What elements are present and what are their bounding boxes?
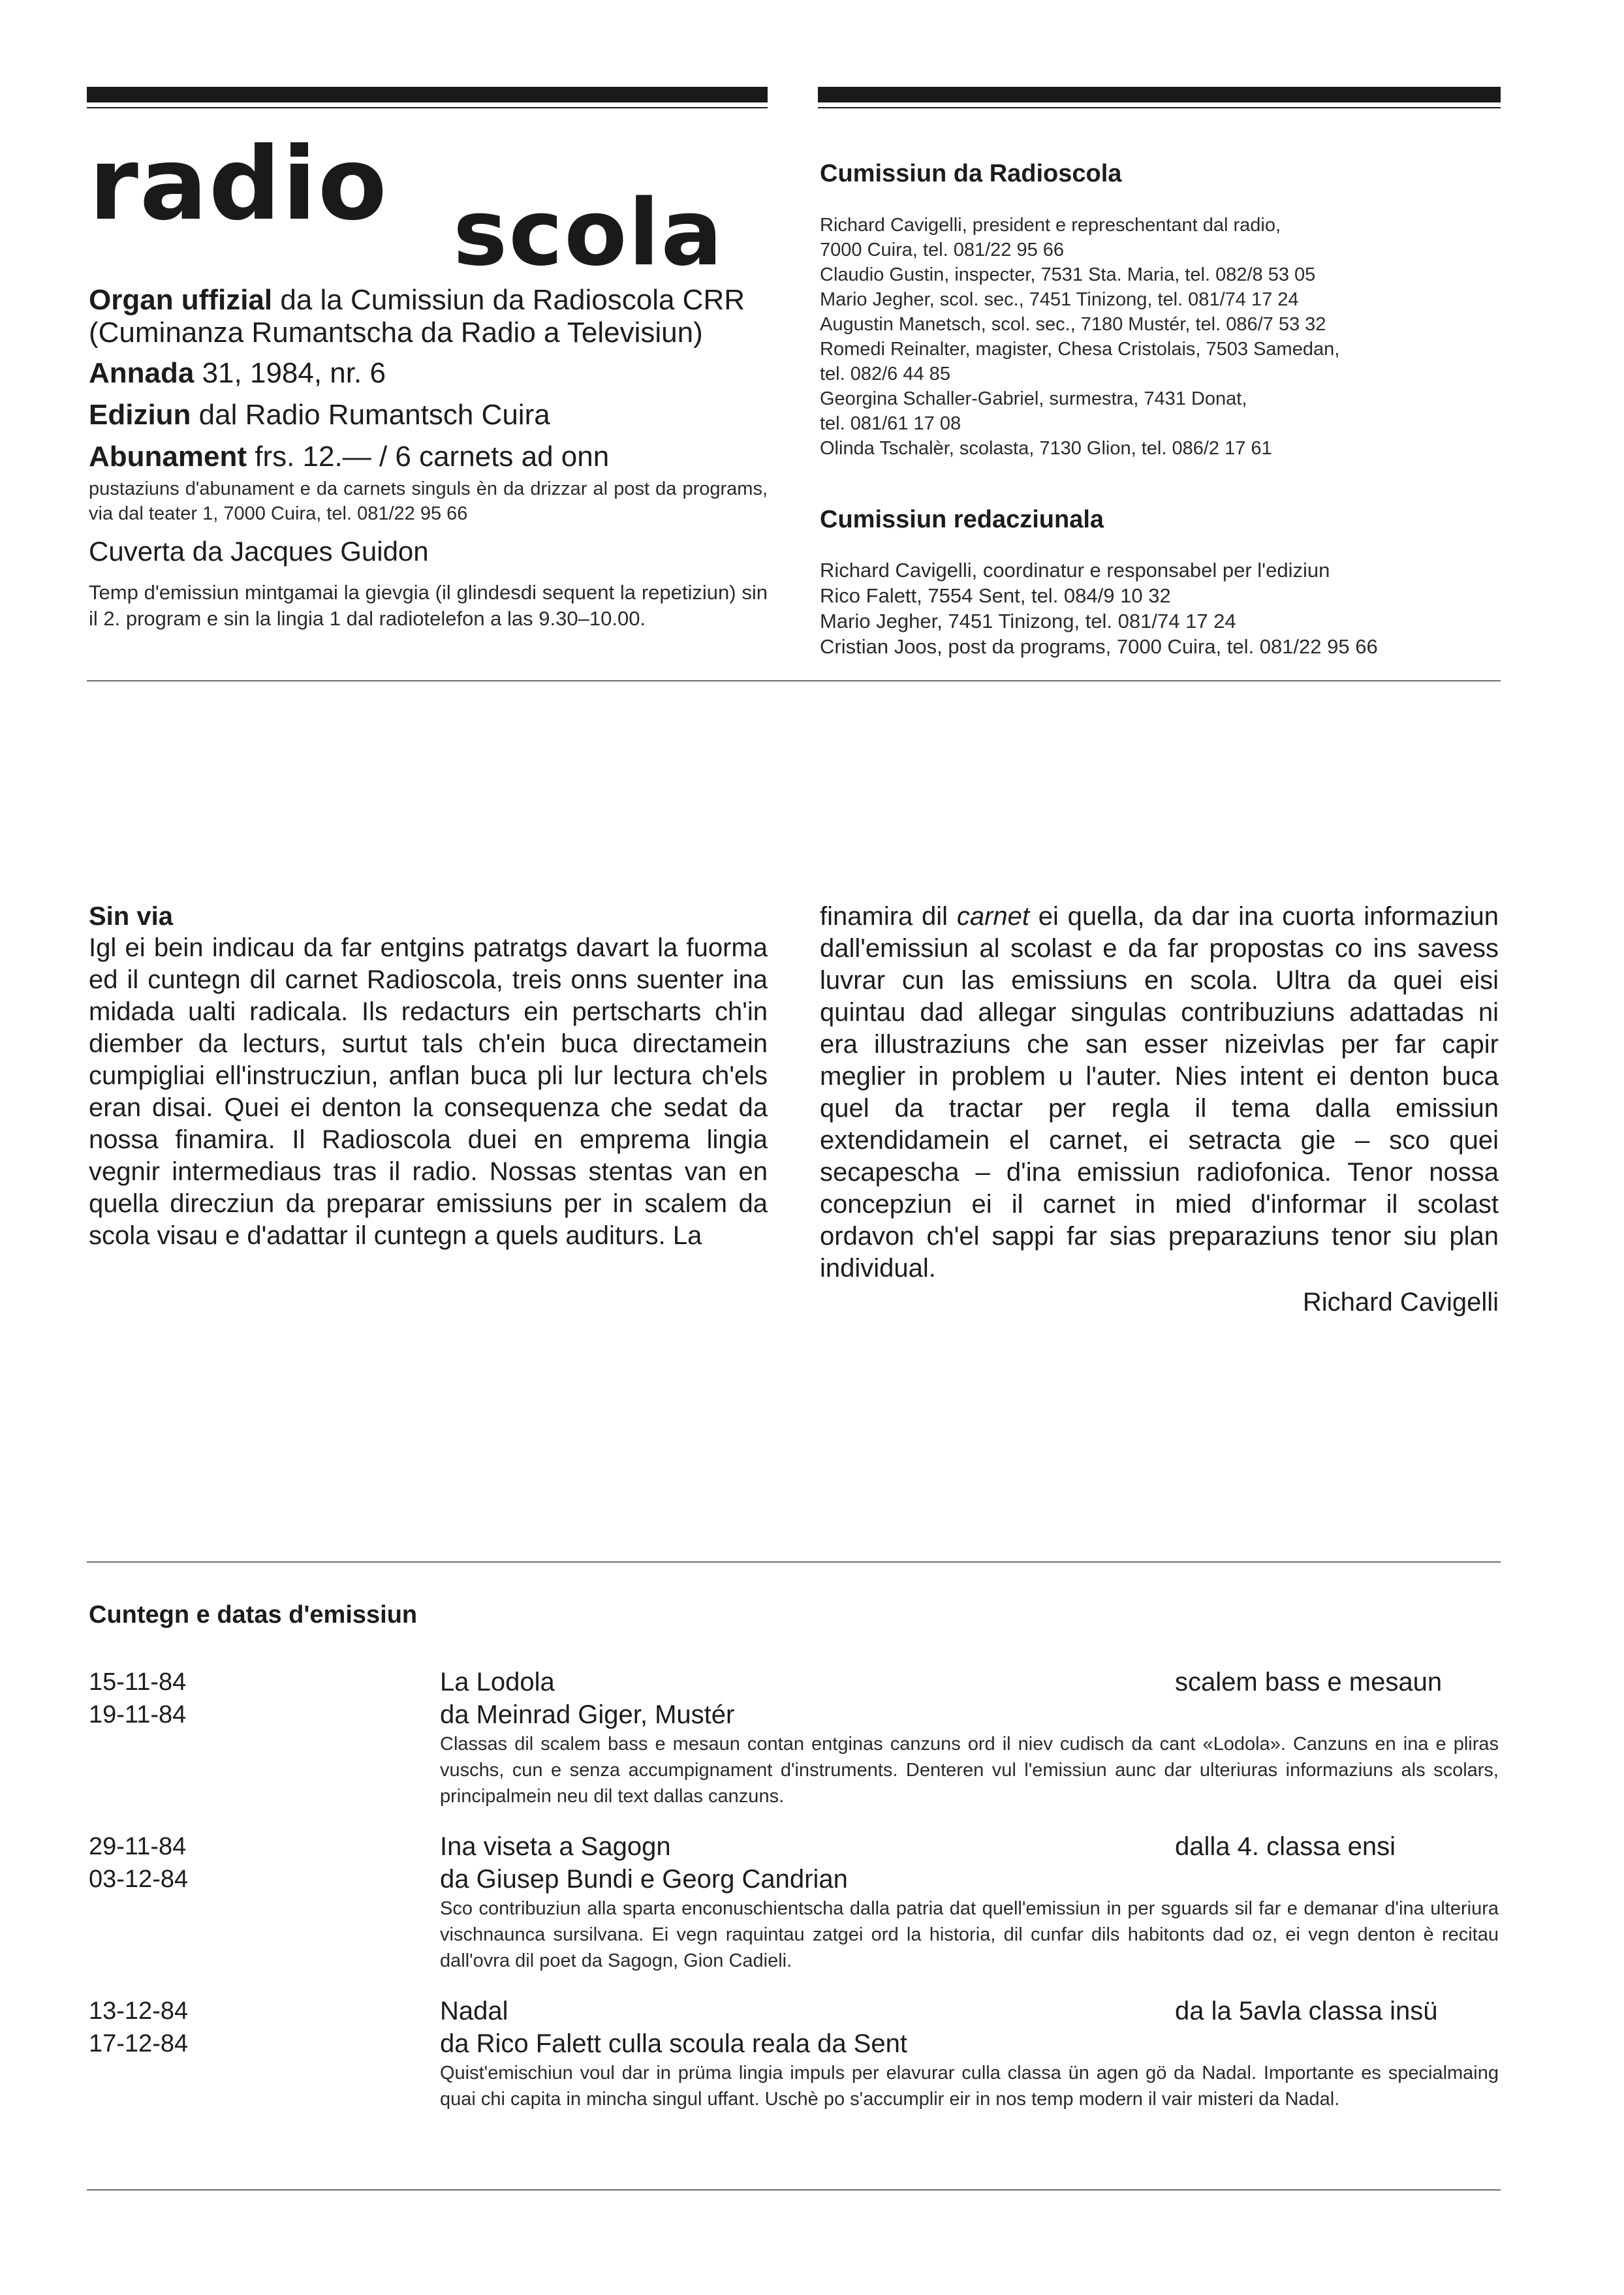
schedule-divider-top <box>87 1561 1501 1563</box>
cuverta-line: Cuverta da Jacques Guidon <box>89 536 429 567</box>
schedule-desc-3: Quist'emischiun voul dar in prüma lingia impuls per elavurar culla classa ün agen gö da Nadal. Importante es specialmaing quai chi capita in mincha singul uffant. Uschè po s'accumplir eir in nos temp modern il vair misteri da Nadal. <box>440 2063 1499 2110</box>
schedule-desc-2: Sco contribuziun alla sparta enconuschientscha dalla patria dat quell'emissiun in per sguards sil far e demanar d'ina ulteriura vischnaunca sursilvana. Ei vegn raquintau zatgei ord la historia, dil cunfar dils habitonts dad oz, ei vegn denton è recitau dall'ovra dil poet da Sagogn, Gion Cadieli. <box>440 1898 1499 1971</box>
article-author: Richard Cavigelli <box>1302 1288 1499 1317</box>
annada-text: 31, 1984, nr. 6 <box>194 357 386 389</box>
commission-member: Mario Jegher, scol. sec., 7451 Tinizong, tel. 081/74 17 24 <box>820 289 1299 310</box>
schedule-level-2: dalla 4. classa ensi <box>1175 1832 1396 1861</box>
ediziun-label: Ediziun <box>89 399 191 431</box>
top-bar-right-thin <box>818 107 1501 108</box>
ediziun-text: dal Radio Rumantsch Cuira <box>191 399 550 431</box>
schedule-desc-1: Classas dil scalem bass e mesaun contan entginas canzuns ord il niev cudisch da cant «Lodola». Canzuns en ina e pliras vuschs, cun e senza accumpignament d'instruments. Denteren vul l'emissiun aunc dar ulteriuras informaziuns als scolars, principalmein neu dil text dallas canzuns. <box>440 1734 1499 1807</box>
redaction-member: Richard Cavigelli, coordinatur e responsabel per l'ediziun <box>820 559 1330 582</box>
abunament-text: frs. 12.— / 6 carnets ad onn <box>247 441 610 473</box>
schedule-date-1b: 19-11-84 <box>89 1701 187 1728</box>
annada-label: Annada <box>89 357 195 389</box>
commission-member: tel. 082/6 44 85 <box>820 364 950 384</box>
temp-note: Temp d'emissiun mintgamai la gievgia (il glindesdi sequent la repetiziun) sin il 2. program e sin la lingia 1 dal radiotelefon a las 9.30–10.00. <box>89 581 768 630</box>
schedule-author-2: da Giusep Bundi e Georg Candrian <box>440 1865 848 1894</box>
article-right-text-em: carnet <box>956 902 1029 931</box>
top-bar-left-thin <box>87 107 768 108</box>
schedule-date-2b: 03-12-84 <box>89 1866 189 1893</box>
redaction-member: Cristian Joos, post da programs, 7000 Cuira, tel. 081/22 95 66 <box>820 635 1378 658</box>
commission-member: Claudio Gustin, inspecter, 7531 Sta. Maria, tel. 082/8 53 05 <box>820 264 1316 285</box>
schedule-level-1: scalem bass e mesaun <box>1175 1668 1443 1696</box>
article-left-column: Igl ei bein indicau da far entgins patratgs davart la fuorma ed il cuntegn dil carnet Radioscola, treis onns suenter ina midada ualti radicala. Ils redacturs ein pertscharts ch'in diember da lecturs, surtut tals ch'ein buca directamein cumpigliai ell'instrucziun, anflan buca pli lur lectura ch'els eran disai. Quei ei denton la consequenza che sedat da nossa finamira. Il Radioscola duei en emprema lingia vegnir intermediaus tras il radio. Nossas stentas van en quella direcziun da preparar emissiuns per in scalem da scola visau e d'adattar il cuntegn a quels auditurs. La <box>89 933 768 1250</box>
abunament-line <box>89 439 609 475</box>
article-right-text-pre: finamira dil <box>820 902 957 931</box>
article-right-column <box>820 901 1499 1285</box>
schedule-date-1a: 15-11-84 <box>89 1668 187 1696</box>
top-bar-right <box>818 87 1501 102</box>
commission-member: Romedi Reinalter, magister, Chesa Cristolais, 7503 Samedan, <box>820 339 1340 360</box>
annada-line <box>89 355 386 392</box>
organ-line-2: (Cuminanza Rumantscha da Radio a Televisiun) <box>89 317 703 349</box>
commission-member: Olinda Tschalèr, scolasta, 7130 Glion, tel. 086/2 17 61 <box>820 438 1272 459</box>
schedule-title-2: Ina viseta a Sagogn <box>440 1832 671 1861</box>
logo-radio: radio <box>89 126 388 243</box>
abunament-label: Abunament <box>89 441 247 473</box>
redaction-member: Mario Jegher, 7451 Tinizong, tel. 081/74 17 24 <box>820 610 1236 632</box>
schedule-divider-bottom <box>87 2189 1501 2191</box>
redaction-title: Cumissiun redacziunala <box>820 506 1104 533</box>
organ-text: da la Cumissiun da Radioscola CRR <box>272 284 745 316</box>
article-right-text-post: ei quella, da dar ina cuorta informaziun dall'emissiun al scolast e da far propostas co ins savess luvrar cun las emissiuns en scola. Ultra da quei eisi quintau dad allegar singulas contribuziuns adattadas ni era illustraziuns che san esser nizeivlas per far capir meglier in problem u l'auter. Nies intent ei denton buca quel da tractar per regla il tema dalla emissiun extendidamein el carnet, ei setracta gie – sco quei secapescha – d'ina emissiun radiofonica. Tenor nossa concepziun ei il carnet in mied d'informar il scolast ordavon ch'el sappi far sias preparaziuns tenor siu plan individual. <box>820 902 1499 1283</box>
redaction-member: Rico Falett, 7554 Sent, tel. 084/9 10 32 <box>820 584 1171 607</box>
schedule-date-3b: 17-12-84 <box>89 2030 189 2057</box>
logo-scola: scola <box>453 180 724 287</box>
masthead-divider <box>87 680 1501 681</box>
schedule-level-3: da la 5avla classa insü <box>1175 1997 1438 2025</box>
commission-member: Georgina Schaller-Gabriel, surmestra, 7431 Donat, <box>820 388 1247 409</box>
organ-label: Organ uffizial <box>89 284 273 316</box>
organ-line <box>89 282 745 319</box>
top-bar-left <box>87 87 768 102</box>
redaction-list <box>820 557 1499 659</box>
schedule-title-1: La Lodola <box>440 1668 555 1696</box>
schedule-date-2a: 29-11-84 <box>89 1833 187 1860</box>
schedule-title: Cuntegn e datas d'emissiun <box>89 1601 418 1629</box>
article-title: Sin via <box>89 902 173 931</box>
commission-member: Augustin Manetsch, scol. sec., 7180 Mustér, tel. 086/7 53 32 <box>820 314 1326 335</box>
schedule-title-3: Nadal <box>440 1997 508 2025</box>
schedule-author-1: da Meinrad Giger, Mustér <box>440 1700 735 1729</box>
commission-member: tel. 081/61 17 08 <box>820 413 961 434</box>
commission-list <box>820 213 1499 461</box>
commission-member: 7000 Cuira, tel. 081/22 95 66 <box>820 240 1065 260</box>
commission-member: Richard Cavigelli, president e represchentant dal radio, <box>820 215 1281 236</box>
schedule-date-3a: 13-12-84 <box>89 1997 189 2025</box>
ediziun-line <box>89 397 550 433</box>
schedule-author-3: da Rico Falett culla scoula reala da Sent <box>440 2029 907 2058</box>
abunament-note: pustaziuns d'abunament e da carnets singuls èn da drizzar al post da programs, via dal teater 1, 7000 Cuira, tel. 081/22 95 66 <box>89 478 768 524</box>
commission-title: Cumissiun da Radioscola <box>820 160 1122 187</box>
